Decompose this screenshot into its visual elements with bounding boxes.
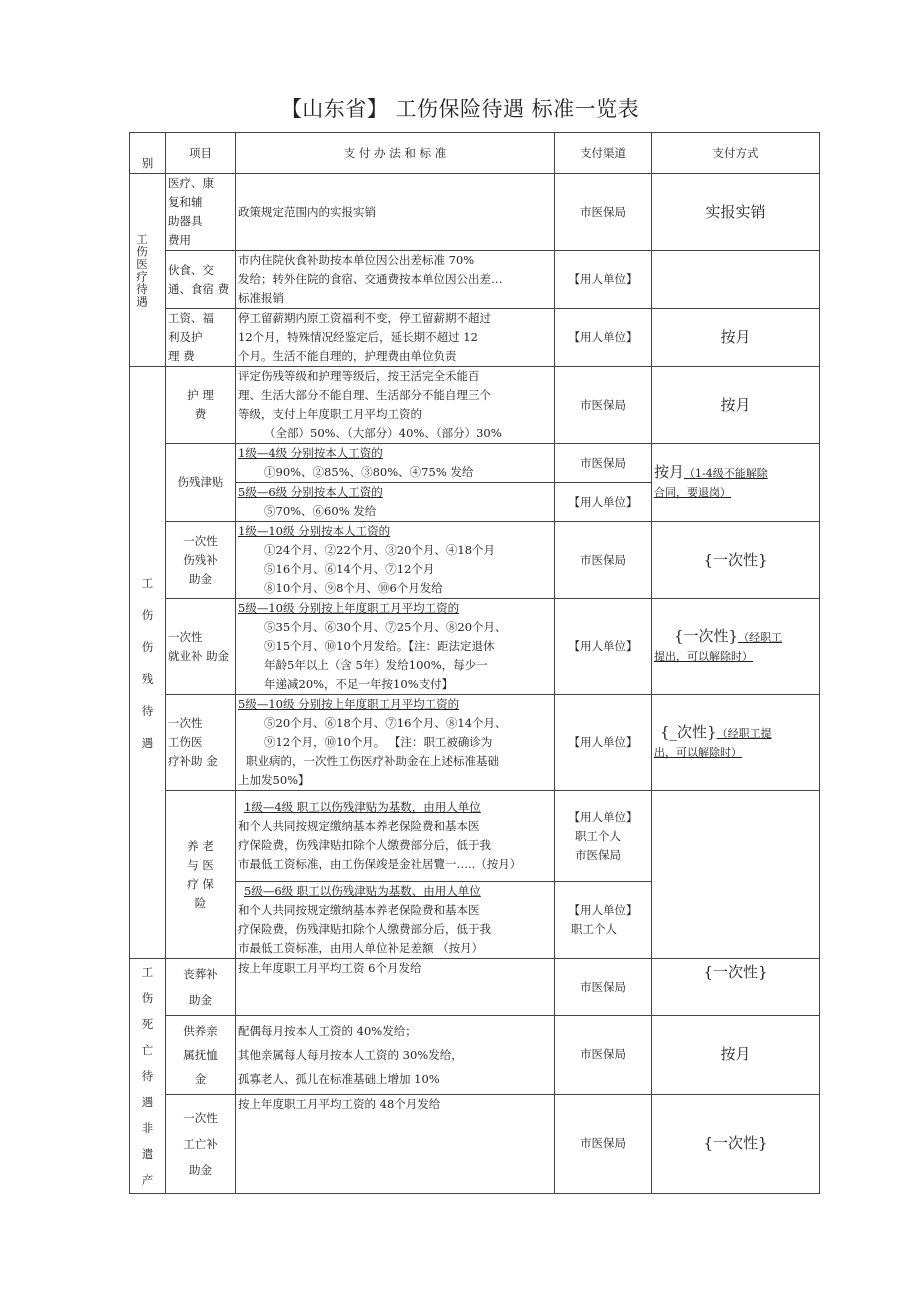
item-cell: 伙食、交 通、食宿 费: [166, 251, 236, 309]
item-cell: 一次性 就业补 助金: [166, 599, 236, 695]
item-cell: 工资、福 利及护 理 费: [166, 309, 236, 367]
mode-cell: {一次性}（经职工 提出，可以解除时）: [652, 599, 820, 695]
channel-cell: 市医保局: [555, 1016, 652, 1095]
method-cell: 5级—6级 分别按本人工资的 ⑤70%、⑥60% 发给: [236, 483, 555, 522]
method-cell: 1级—10级 分别按本人工资的 ①24个月、②22个月、③20个月、④18个月 ⑤16个月、⑥14个月、⑦12个月 ⑧10个月、⑨8个月、⑩6个月发给: [236, 522, 555, 599]
mode-cell: {一次性}: [652, 522, 820, 599]
channel-cell: 【用人单位】 职工个人: [555, 882, 652, 959]
mode-cell: 按月: [652, 309, 820, 367]
table-row: [130, 367, 820, 444]
item-cell: 一次性 工亡补 助金: [166, 1094, 236, 1193]
item-cell: 护 理 费: [166, 367, 236, 444]
table-row: [130, 695, 820, 791]
method-cell: 配偶每月按本人工资的 40%发给； 其他亲属每人每月按本人工资的 30%发给， 孤寡老人、孤儿在标准基础上增加 10%: [236, 1016, 555, 1095]
channel-cell: 【用人单位】: [555, 309, 652, 367]
item-cell: 养 老 与 医 疗 保 险: [166, 791, 236, 959]
channel-cell: 【用人单位】 职工个人 市医保局: [555, 791, 652, 882]
method-cell: 5级—10级 分别按上年度职工月平均工资的 ⑤20个月、⑥18个月、⑦16个月、⑧14个月、 ⑨12个月，⑩10个月。 【注：职工被确诊为 职业病的，一次性工伤医疗补助金在上述标准基础 上加发50%】: [236, 695, 555, 791]
channel-cell: 【用人单位】: [555, 599, 652, 695]
table-row: [130, 309, 820, 367]
item-cell: 丧葬补 助金: [166, 959, 236, 1016]
page-title: 【山东省】 工伤保险待遇 标准一览表: [280, 97, 640, 121]
channel-cell: 市医保局: [555, 1094, 652, 1193]
benefits-table: [129, 132, 820, 1194]
method-cell: 1级—4级 分别按本人工资的 ①90%、②85%、③80%、④75% 发给: [236, 444, 555, 483]
mode-cell: [652, 251, 820, 309]
group-medical: 工伤医疗待遇: [130, 174, 166, 367]
table-row: [130, 1016, 820, 1095]
table-row: [130, 791, 820, 882]
method-cell: 按上年度职工月平均工资 6个月发给: [236, 959, 555, 1016]
method-cell: 评定伤残等级和护理等级后，按王活完全禾能百 理、生活大部分不能自理、生活部分不能自理三个 等级，支付上年度职工月平均工资的 （全部）50%、（大部分）40%、（部分）30%: [236, 367, 555, 444]
method-cell: 5级—6级 职工以伤残津贴为基数、由用人单位 和个人共同按规定缴纳基本养老保险费和基本医 疗保险费，伤残津贴扣除个人缴费部分后，低于我 市最低工资标准，由用人单位补足差额 （按月）: [236, 882, 555, 959]
item-cell: 伤残津贴: [166, 444, 236, 522]
mode-cell: 实报实销: [652, 174, 820, 251]
header-mode: 支付方式: [652, 133, 820, 174]
channel-cell: 市医保局: [555, 959, 652, 1016]
header-item: 项目: [166, 133, 236, 174]
table-row: [130, 444, 820, 483]
table-row: [130, 174, 820, 251]
channel-cell: 【用人单位】: [555, 695, 652, 791]
mode-cell: [652, 791, 820, 959]
mode-cell: 按月（1-4级不能解除 合同，要退岗）: [652, 444, 820, 522]
method-cell: 按上年度职工月平均工资的 48个月发给: [236, 1094, 555, 1193]
table-row: [130, 522, 820, 599]
table-row: [130, 251, 820, 309]
method-cell: 5级—10级 分别按上年度职工月平均工资的 ⑤35个月、⑥30个月、⑦25个月、⑧20个月、 ⑨15个月、⑩10个月发给。【注：距法定退休 年龄5年以上（含 5年）发给100%，每少一 年递减20%，不足一年按10%支付】: [236, 599, 555, 695]
group-disability: 工 伤 伤 残 待 遇: [130, 367, 166, 959]
group-death: 工 伤 死 亡 待 遇 非 遣 产: [130, 959, 166, 1194]
channel-cell: 【用人单位】: [555, 483, 652, 522]
item-cell: 一次性 伤残补 助金: [166, 522, 236, 599]
table-row: [130, 1094, 820, 1193]
table-row: [130, 959, 820, 1016]
channel-cell: 市医保局: [555, 367, 652, 444]
mode-cell: {一次性}: [652, 959, 820, 1016]
channel-cell: 市医保局: [555, 444, 652, 483]
item-cell: 供养亲 属抚恤 金: [166, 1016, 236, 1095]
header-channel: 支付渠道: [555, 133, 652, 174]
item-cell: 一次性 工伤医 疗补助 金: [166, 695, 236, 791]
channel-cell: 市医保局: [555, 174, 652, 251]
mode-cell: {_次性}（经职工提 出，可以解除时）: [652, 695, 820, 791]
channel-cell: 市医保局: [555, 522, 652, 599]
method-cell: 停工留薪期内原工资福利不变，停工留薪期不超过 12个月，特殊情况经鉴定后，延长期不超过 12 个月。生活不能自理的，护理费由单位负责: [236, 309, 555, 367]
method-cell: 政策规定范围内的实报实销: [236, 174, 555, 251]
item-cell: 医疗、康 复和辅 助器具 费用: [166, 174, 236, 251]
mode-cell: 按月: [652, 1016, 820, 1095]
method-cell: 市内住院伙食补助按本单位因公出差标准 70% 发给；转外住院的食宿、交通费按本单位因公出差… 标准报销: [236, 251, 555, 309]
channel-cell: 【用人单位】: [555, 251, 652, 309]
table-header-row: [130, 133, 820, 174]
method-cell: 1级—4级 职工以伤残津贴为基数，由用人单位 和个人共同按规定缴纳基本养老保险费和基本医 疗保险费，伤残津贴扣除个人缴费部分后，低于我 市最低工资标准，由工伤保竣是金社居覽一…..（按月）: [236, 791, 555, 882]
header-method: 支 付 办 法 和 标 准: [236, 133, 555, 174]
table-row: [130, 599, 820, 695]
mode-cell: {一次性}: [652, 1094, 820, 1193]
header-category: 别: [130, 133, 166, 174]
mode-cell: 按月: [652, 367, 820, 444]
